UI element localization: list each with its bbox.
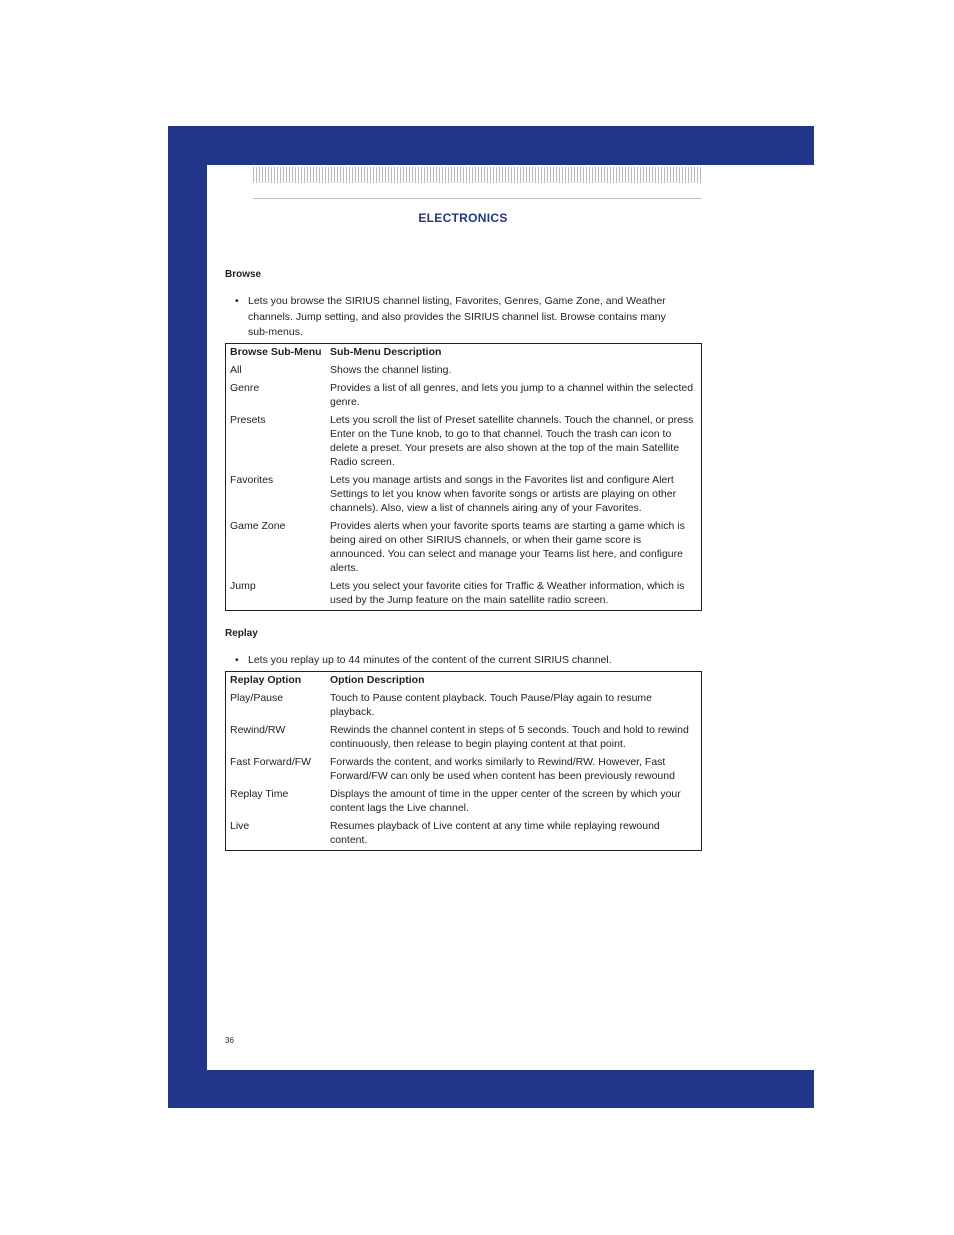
table-header-cell: Replay Option	[230, 674, 302, 686]
header-divider	[253, 198, 702, 199]
table-cell: Play/Pause	[230, 692, 284, 704]
table-cell: Lets you scroll the list of Preset satellite channels. Touch the channel, or press Enter on the Tune knob, to go to that channel. Touch the trash can icon to delete a preset. Your presets are also shown at the top of the main Satellite Radio screen.	[330, 414, 694, 468]
section-title: ELECTRONICS	[418, 211, 508, 225]
table-cell: Lets you manage artists and songs in the Favorites list and configure Alert Settings to let you know when favorite songs or artists are playing on other channels). Also, view a list of channels airing any of your Favorites.	[330, 474, 677, 514]
browse-table	[225, 343, 702, 611]
table-cell: All	[230, 364, 242, 376]
table-cell: Presets	[230, 414, 266, 426]
page-number: 36	[225, 1036, 234, 1045]
replay-heading: Replay	[225, 628, 258, 639]
table-row	[226, 362, 702, 380]
table-header-cell: Option Description	[330, 674, 425, 686]
table-row	[226, 690, 702, 722]
table-row	[226, 818, 702, 851]
table-row	[226, 754, 702, 786]
bullet-dot-icon: •	[235, 654, 239, 666]
table-cell: Lets you select your favorite cities for Traffic & Weather information, which is used by the Jump feature on the main satellite radio screen.	[330, 580, 685, 606]
browse-bullet-text: Lets you browse the SIRIUS channel listing, Favorites, Genres, Game Zone, and Weather channels. Jump setting, and also provides the SIRIUS channel list. Browse contains many sub-menus.	[248, 295, 666, 338]
table-row	[226, 786, 702, 818]
replay-bullet	[235, 653, 675, 669]
table-row	[226, 722, 702, 754]
table-cell: Displays the amount of time in the upper center of the screen by which your content lags the Live channel.	[330, 788, 681, 814]
table-row	[226, 518, 702, 578]
table-cell: Game Zone	[230, 520, 286, 532]
table-cell: Live	[230, 820, 250, 832]
table-header-cell: Browse Sub-Menu	[230, 346, 322, 358]
table-cell: Rewind/RW	[230, 724, 286, 736]
table-cell: Fast Forward/FW	[230, 756, 312, 768]
table-header-cell: Sub-Menu Description	[330, 346, 442, 358]
table-cell: Replay Time	[230, 788, 289, 800]
replay-table	[225, 671, 702, 851]
table-cell: Shows the channel listing.	[330, 364, 452, 376]
browse-heading: Browse	[225, 269, 262, 280]
table-cell: Genre	[230, 382, 260, 394]
bullet-dot-icon: •	[235, 295, 239, 307]
table-cell: Favorites	[230, 474, 274, 486]
table-row	[226, 578, 702, 611]
table-cell: Forwards the content, and works similarly to Rewind/RW. However, Fast Forward/FW can only be used when content has been previously rewound	[330, 756, 675, 782]
browse-bullet	[235, 294, 675, 341]
table-cell: Rewinds the channel content in steps of 5 seconds. Touch and hold to rewind continuously, then release to begin playing content at that point.	[330, 724, 689, 750]
table-cell: Provides alerts when your favorite sports teams are starting a game which is being aired on other SIRIUS channels, or when their game score is announced. You can select and manage your Teams list here, and configure alerts.	[330, 520, 685, 574]
table-header-row	[226, 344, 702, 363]
replay-bullet-text: Lets you replay up to 44 minutes of the content of the current SIRIUS channel.	[248, 654, 612, 666]
table-row	[226, 412, 702, 472]
table-row	[226, 472, 702, 518]
table-header-row	[226, 672, 702, 691]
table-cell: Provides a list of all genres, and lets you jump to a channel within the selected genre.	[330, 382, 694, 408]
decorative-ruler	[253, 167, 703, 183]
table-cell: Touch to Pause content playback. Touch Pause/Play again to resume playback.	[330, 692, 653, 718]
table-cell: Resumes playback of Live content at any time while replaying rewound content.	[330, 820, 660, 846]
table-cell: Jump	[230, 580, 256, 592]
table-row	[226, 380, 702, 412]
